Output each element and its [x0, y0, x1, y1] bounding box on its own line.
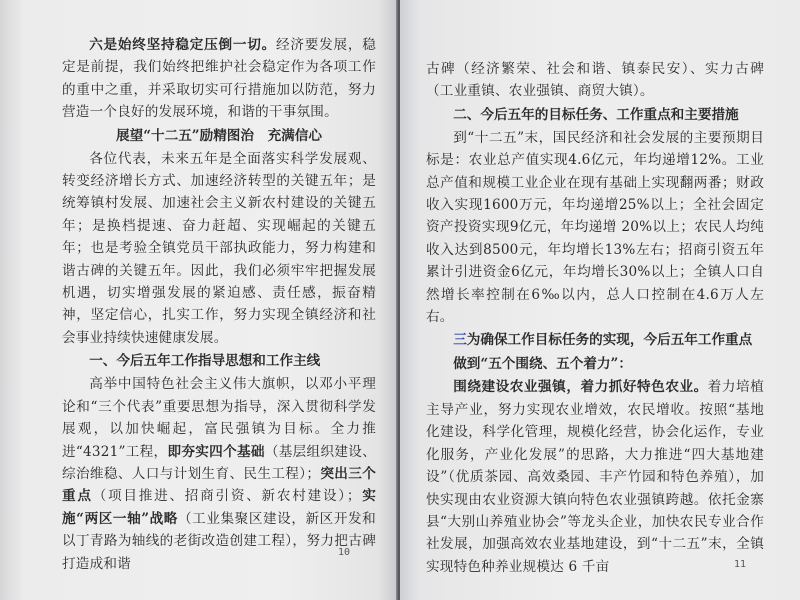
heading-work-focus	[426, 328, 764, 376]
heading-guiding-thought: 一、今后五年工作指导思想和工作主线	[89, 353, 321, 370]
paragraph-agriculture	[426, 376, 764, 578]
heading-work-focus-text: 为确保工作目标任务的实现，今后五年工作重点做到“五个围绕、五个着力”：	[453, 332, 753, 373]
guiding-text-b: （基层组织建设、综治维稳、人口与计划生育、民生工程）；	[62, 443, 376, 482]
page-number-left: 10	[338, 547, 351, 558]
agriculture-body: 着力培植主导产业，努力实现农业增效，农民增收。按照“基地化建设，科学化管理，规模化经营，协会化运作，专业化服务，产业化发展”的思路，大力推进“四大基地建设”（优质茶园、高效桑园、丰产竹园和特色养殖），加快实现由农业资源大镇向特色农业强镇跨越。依托金寨县“大别山养殖业协会”等龙头企业，加快农民专业合作社发展，加强高效农业基地建设，到“十二五”末，全镇实现特色种养业规模达 6 千亩	[426, 379, 764, 575]
guiding-text-c: （项目推进、招商引资、新农村建设）；	[92, 488, 361, 505]
section-title-outlook: 展望“十二五”励精图治 充满信心	[116, 127, 322, 144]
paragraph-targets: 到“十二五”末，国民经济和社会发展的主要预期目标是：农业总产值实现4.6亿元，年均递增12%。工业总产值和规模工业企业在现有基础上实现翻两番；财政收入实现1600万元，年均递增25%以上；全社会固定资产投资实现9亿元，年均递增 20%以上；农民人均纯收入达到8500元，年均增长13%左右；招商引资五年累计引进资金6亿元，年均增长30%以上；全镇人口自然增长率控制在6‰以内，总人口控制在4.6万人左右。	[426, 129, 764, 326]
guiding-bold-four: 即夯实四个基础	[167, 443, 265, 460]
heading-targets: 二、今后五年的目标任务、工作重点和主要措施	[453, 106, 739, 123]
paragraph-stability-body: 经济要发展，稳定是前提，我们始终把维护社会稳定作为各项工作的重中之重，并采取切实可行措施加以防范，努力营造一个良好的发展环境，和谐的干事氛围。	[62, 37, 376, 121]
guiding-bold-three: 突出三个重点	[62, 465, 376, 505]
page-number-right: 11	[734, 559, 747, 570]
paragraph-guiding	[62, 373, 376, 575]
paragraph-stability-lead: 六是始终坚持稳定压倒一切。	[89, 37, 276, 53]
paragraph-continuation: 古碑（经济繁荣、社会和谐、镇泰民安）、实力古碑（工业重镇、农业强镇、商贸大镇）。	[426, 61, 764, 100]
paragraph-delegates: 各位代表，未来五年是全面落实科学发展观、转变经济增长方式、加速经济转型的关键五年；是统筹镇村发展、加速社会主义新农村建设的关键五年；是换档提速、奋力赶超、实现崛起的关键五年；也是考验全镇党员干部执政能力，努力构建和谐古碑的关键五年。因此，我们必须牢牢把握发展机遇，切实增强发展的紧迫感、责任感，振奋精神，坚定信心，扎实工作，努力实现全镇经济和社会事业持续快速健康发展。	[62, 150, 376, 346]
right-page	[400, 0, 800, 600]
guiding-text-d: （工业集聚区建设，新区开发和以丁青路为轴线的老街改造创建工程），努力把古碑打造成和谐	[62, 510, 376, 572]
guiding-bold-two: 实施“两区一轴”战略	[62, 488, 376, 527]
heading-number-mark: 三	[453, 332, 467, 349]
guiding-text-a: 高举中国特色社会主义伟大旗帜，以邓小平理论和“三个代表”重要思想为指导，深入贯彻科学发展观，以加快崛起，富民强镇为目标。全力推进“4321”工程，	[62, 376, 376, 460]
agriculture-lead: 围绕建设农业强镇，着力抓好特色农业。	[453, 379, 708, 396]
paragraph-stability	[62, 34, 376, 124]
left-page	[0, 0, 398, 600]
